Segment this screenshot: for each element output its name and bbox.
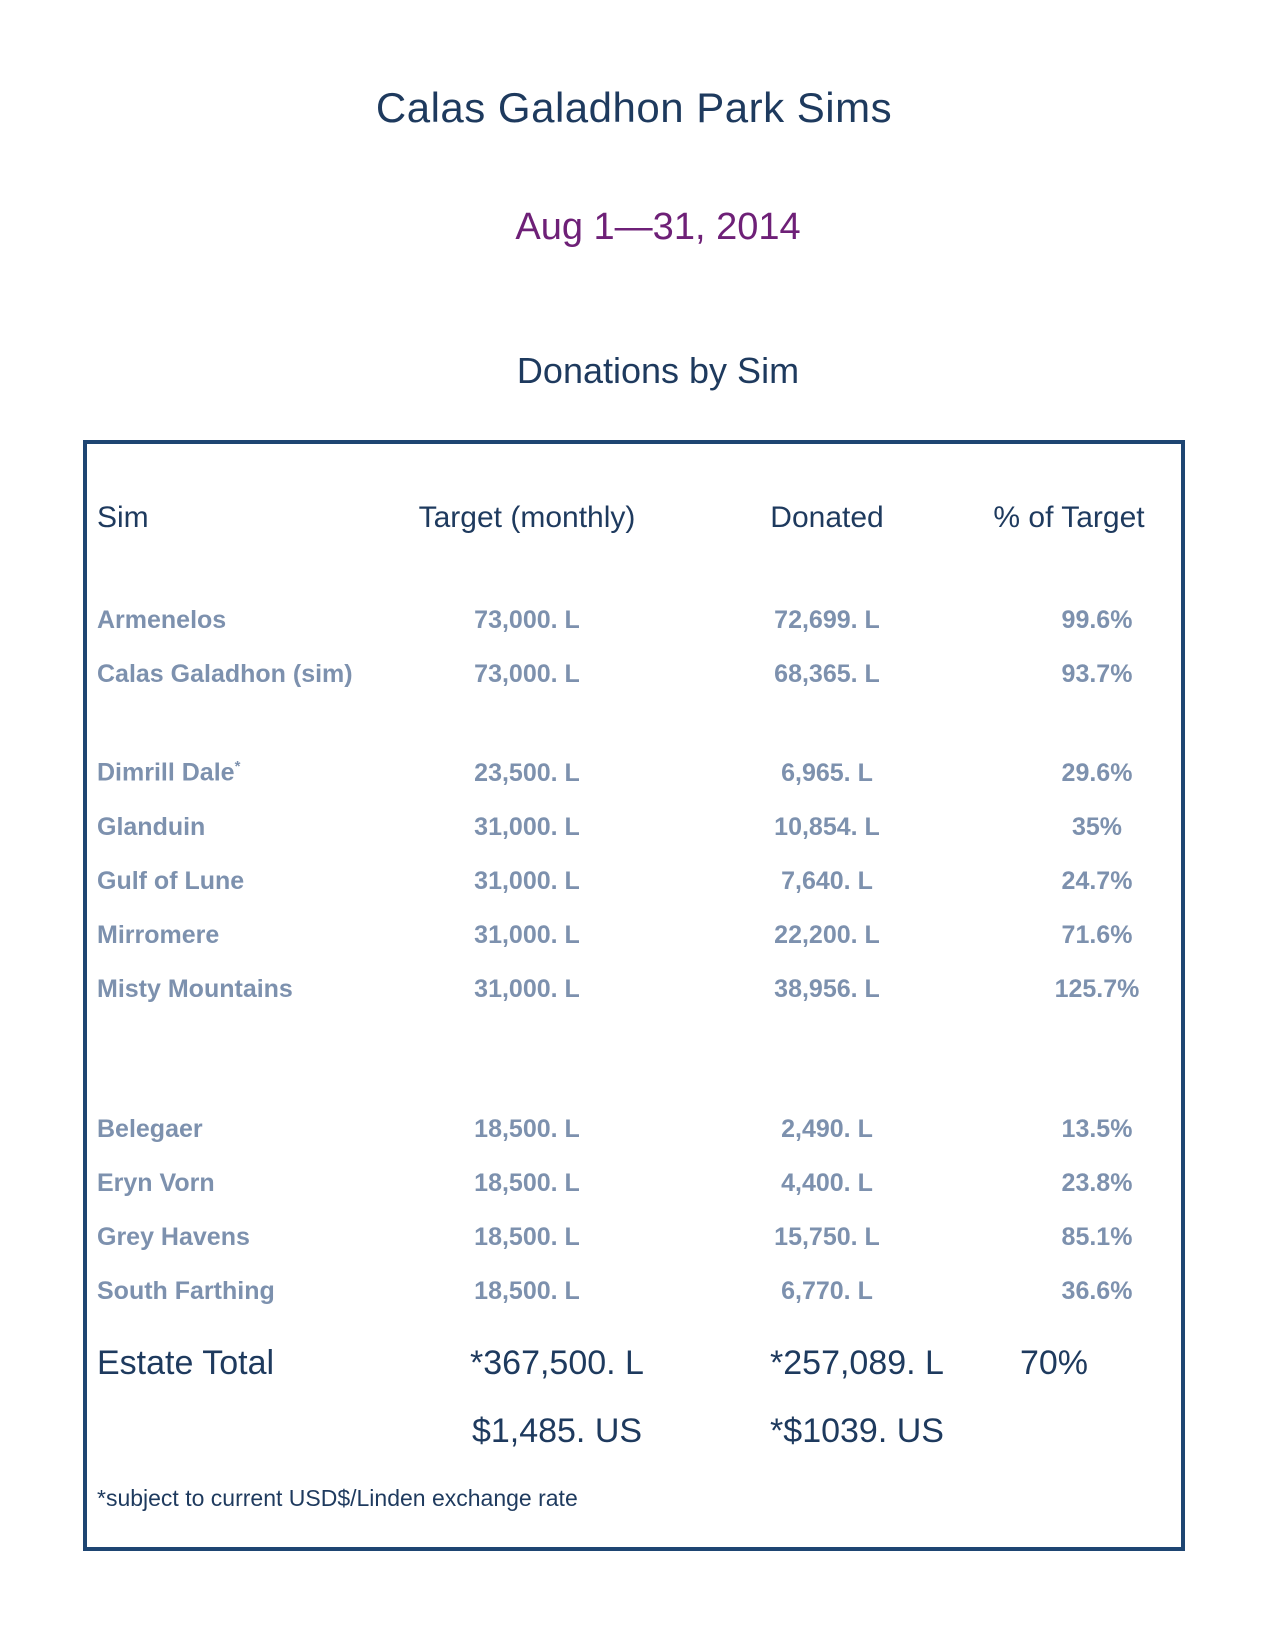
target-value: 31,000. L [474, 866, 580, 895]
pct-value: 71.6% [1061, 920, 1133, 949]
table-row [87, 1264, 1181, 1318]
donated-value: 68,365. L [774, 659, 880, 688]
table-row [87, 1156, 1181, 1210]
table-row [87, 593, 1181, 647]
table-row [87, 746, 1181, 800]
target-value: 73,000. L [474, 605, 580, 634]
table-row [87, 962, 1181, 1016]
page-title: Calas Galadhon Park Sims [375, 84, 893, 131]
estate-total-usd-row [87, 1400, 1181, 1462]
sim-name-text: Dimrill Dale [97, 758, 235, 787]
target-value: 23,500. L [474, 758, 580, 787]
donated-value: 6,770. L [781, 1276, 873, 1305]
table-header-row [87, 498, 1181, 538]
sim-name: Belegaer [97, 1114, 203, 1143]
donations-table [83, 440, 1185, 1551]
estate-total-donated-usd: *$1039. US [770, 1411, 944, 1450]
target-value: 31,000. L [474, 812, 580, 841]
target-value: 18,500. L [474, 1222, 580, 1251]
donated-value: 4,400. L [781, 1168, 873, 1197]
header-pct: % of Target [993, 501, 1145, 534]
pct-value: 23.8% [1061, 1168, 1133, 1197]
table-row [87, 1102, 1181, 1156]
exchange-rate-footnote: *subject to current USD$/Linden exchange rate [97, 1485, 578, 1511]
pct-value: 24.7% [1061, 866, 1133, 895]
sim-name: Eryn Vorn [97, 1168, 215, 1197]
estate-total-label: Estate Total [97, 1343, 275, 1382]
donated-value: 38,956. L [774, 974, 880, 1003]
estate-total-donated-linden: *257,089. L [770, 1343, 944, 1382]
pct-value: 29.6% [1061, 758, 1133, 787]
pct-value: 93.7% [1061, 659, 1133, 688]
target-value: 73,000. L [474, 659, 580, 688]
donated-value: 10,854. L [774, 812, 880, 841]
sim-name [87, 758, 357, 787]
footnote-asterisk: * [234, 758, 241, 776]
pct-value: 35% [1071, 812, 1123, 841]
target-value: 31,000. L [474, 920, 580, 949]
row-group-2 [87, 746, 1181, 1016]
sim-name: Gulf of Lune [97, 866, 245, 895]
target-value: 18,500. L [474, 1114, 580, 1143]
sim-name: Calas Galadhon (sim) [97, 659, 353, 688]
estate-total-row [87, 1332, 1181, 1394]
target-value: 18,500. L [474, 1276, 580, 1305]
row-group-1 [87, 593, 1181, 701]
pct-value: 36.6% [1061, 1276, 1133, 1305]
header-target: Target (monthly) [418, 501, 636, 534]
table-row [87, 854, 1181, 908]
donated-value: 2,490. L [781, 1114, 873, 1143]
pct-value: 125.7% [1054, 974, 1140, 1003]
donated-value: 6,965. L [781, 758, 873, 787]
header-sim: Sim [97, 501, 149, 534]
header-donated: Donated [770, 501, 884, 534]
estate-total-target-linden: *367,500. L [470, 1343, 644, 1382]
table-row [87, 800, 1181, 854]
target-value: 31,000. L [474, 974, 580, 1003]
sim-name: Mirromere [97, 920, 220, 949]
date-range: Aug 1—31, 2014 [515, 206, 801, 248]
table-row [87, 908, 1181, 962]
sim-name: Armenelos [97, 605, 227, 634]
estate-total-target-usd: $1,485. US [471, 1411, 643, 1450]
donated-value: 15,750. L [774, 1222, 880, 1251]
table-row [87, 1210, 1181, 1264]
sim-name: Glanduin [97, 812, 206, 841]
donated-value: 22,200. L [774, 920, 880, 949]
estate-total-pct: 70% [1019, 1343, 1089, 1382]
row-group-3 [87, 1102, 1181, 1318]
section-title: Donations by Sim [516, 350, 800, 391]
pct-value: 85.1% [1061, 1222, 1133, 1251]
table-row [87, 647, 1181, 701]
donated-value: 7,640. L [781, 866, 873, 895]
donated-value: 72,699. L [774, 605, 880, 634]
sim-name: Misty Mountains [97, 974, 293, 1003]
sim-name: Grey Havens [97, 1222, 250, 1251]
pct-value: 13.5% [1061, 1114, 1133, 1143]
document-page [83, 0, 1185, 1650]
sim-name: South Farthing [97, 1276, 275, 1305]
target-value: 18,500. L [474, 1168, 580, 1197]
pct-value: 99.6% [1061, 605, 1133, 634]
